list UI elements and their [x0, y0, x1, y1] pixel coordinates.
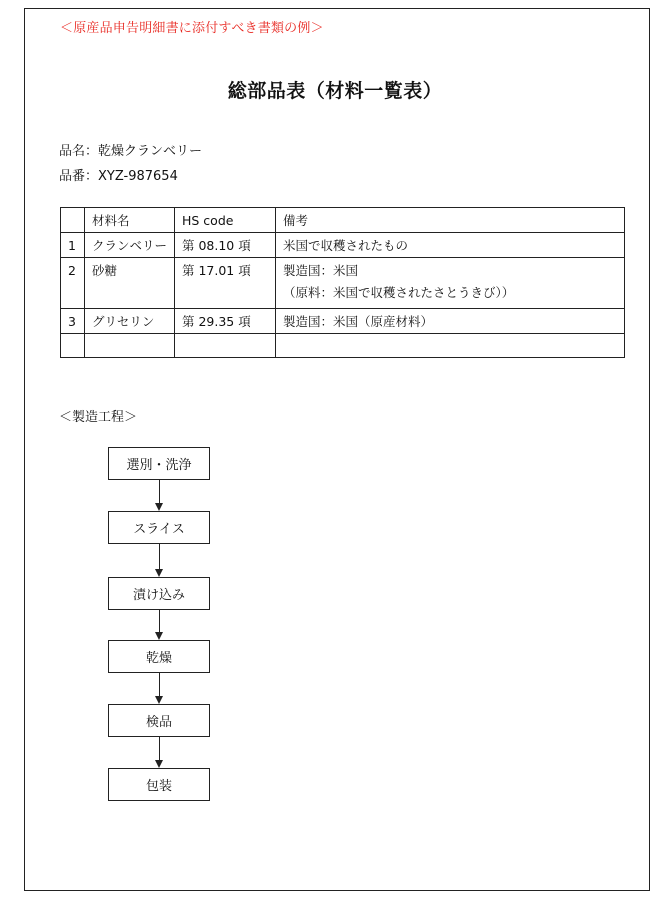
- table-header-row: [61, 208, 625, 233]
- product-number: 品番：XYZ-987654: [59, 169, 178, 184]
- process-step: 選別・洗浄: [108, 447, 210, 480]
- material-name: グリセリン: [85, 309, 175, 334]
- row-number: 1: [61, 233, 85, 258]
- process-step: 乾燥: [108, 640, 210, 673]
- process-step: 漬け込み: [108, 577, 210, 610]
- material-name: [85, 334, 175, 358]
- row-number: 3: [61, 309, 85, 334]
- document-title: 総部品表（材料一覧表）: [227, 80, 443, 102]
- hs-code: 第 17.01 項: [175, 258, 276, 309]
- materials-table: [60, 207, 625, 358]
- remarks-line: 米国で収穫されたもの: [283, 238, 409, 253]
- remarks: [276, 334, 625, 358]
- product-name: 品名：乾燥クランベリー: [59, 144, 203, 159]
- process-heading: ＜製造工程＞: [59, 410, 138, 425]
- remarks: [276, 233, 625, 258]
- remarks: [276, 258, 625, 309]
- header-material-name: 材料名: [85, 208, 175, 233]
- process-step: 検品: [108, 704, 210, 737]
- table-row: [61, 258, 625, 309]
- table-row: [61, 233, 625, 258]
- material-name: クランベリー: [85, 233, 175, 258]
- document-note: ＜原産品申告明細書に添付すべき書類の例＞: [60, 21, 324, 36]
- process-step: スライス: [108, 511, 210, 544]
- hs-code: 第 29.35 項: [175, 309, 276, 334]
- hs-code: 第 08.10 項: [175, 233, 276, 258]
- table-row: [61, 309, 625, 334]
- remarks-line: 製造国：米国（原産材料）: [283, 314, 434, 329]
- header-no: [61, 208, 85, 233]
- process-step: 包装: [108, 768, 210, 801]
- remarks-line: （原料：米国で収穫されたさとうきび））: [283, 285, 515, 300]
- row-number: 2: [61, 258, 85, 309]
- remarks-line: 製造国：米国: [283, 263, 359, 278]
- row-number: [61, 334, 85, 358]
- hs-code: [175, 334, 276, 358]
- material-name: 砂糖: [85, 258, 175, 309]
- remarks: [276, 309, 625, 334]
- table-row-empty: [61, 334, 625, 358]
- header-hs-code: HS code: [175, 208, 276, 233]
- header-remarks: 備考: [276, 208, 625, 233]
